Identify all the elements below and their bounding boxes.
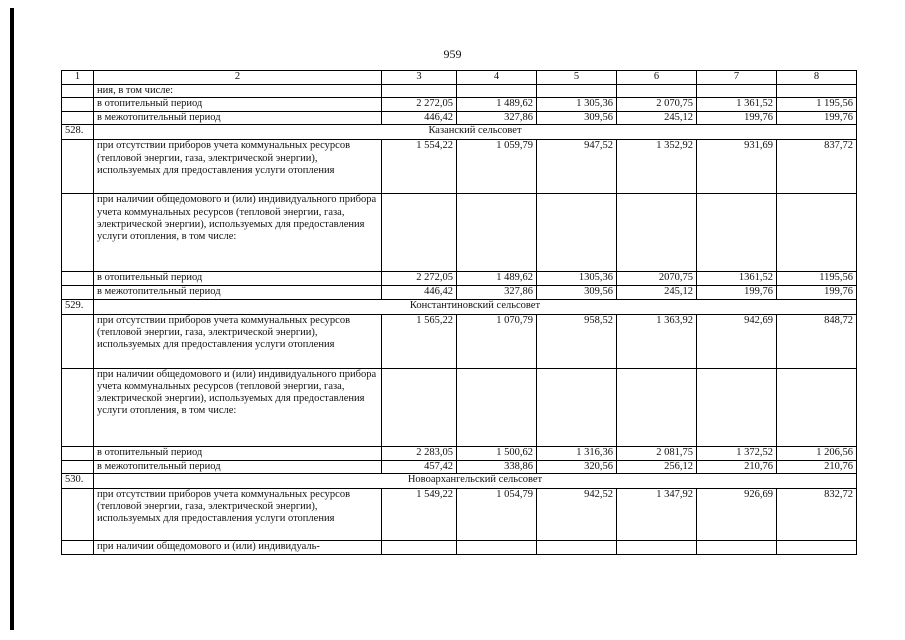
- row-number-cell: [62, 368, 94, 446]
- value-cell: 245,12: [617, 112, 697, 125]
- section-title: Казанский сельсовет: [94, 125, 857, 140]
- table-row: [62, 488, 857, 540]
- value-cell: 1 347,92: [617, 488, 697, 540]
- value-cell: [617, 540, 697, 554]
- tariff-table: [61, 70, 857, 555]
- value-cell: 1195,56: [777, 272, 857, 286]
- value-cell: 2 272,05: [382, 98, 457, 112]
- value-cell: 210,76: [777, 460, 857, 473]
- value-cell: 210,76: [697, 460, 777, 473]
- value-cell: [697, 540, 777, 554]
- table-row: [62, 272, 857, 286]
- row-number-cell: [62, 446, 94, 460]
- value-cell: 1305,36: [537, 272, 617, 286]
- value-cell: [457, 85, 537, 98]
- value-cell: 327,86: [457, 286, 537, 299]
- value-cell: [382, 540, 457, 554]
- value-cell: 320,56: [537, 460, 617, 473]
- value-cell: [537, 85, 617, 98]
- value-cell: 446,42: [382, 286, 457, 299]
- value-cell: 199,76: [697, 286, 777, 299]
- value-cell: 1 489,62: [457, 98, 537, 112]
- row-number-cell: [62, 314, 94, 368]
- value-cell: [382, 194, 457, 272]
- table-row: [62, 286, 857, 299]
- value-cell: 256,12: [617, 460, 697, 473]
- value-cell: 1 372,52: [697, 446, 777, 460]
- value-cell: 1 489,62: [457, 272, 537, 286]
- value-cell: 837,72: [777, 140, 857, 194]
- value-cell: 199,76: [697, 112, 777, 125]
- description-cell: при наличии общедомового и (или) индивидуального прибора учета коммунальных ресурсов (тепловой энергии, газа, электрической энергии), используемых для предоставления услуги отопления, в том числе:: [94, 194, 382, 272]
- description-cell: в межотопительный период: [94, 286, 382, 299]
- value-cell: 457,42: [382, 460, 457, 473]
- value-cell: [382, 85, 457, 98]
- value-cell: 1 316,36: [537, 446, 617, 460]
- section-title: Новоархангельский сельсовет: [94, 473, 857, 488]
- value-cell: 958,52: [537, 314, 617, 368]
- value-cell: 942,52: [537, 488, 617, 540]
- value-cell: [457, 194, 537, 272]
- table-header-row: [62, 71, 857, 85]
- value-cell: [697, 85, 777, 98]
- value-cell: [617, 194, 697, 272]
- table-row: [62, 446, 857, 460]
- description-cell: при отсутствии приборов учета коммунальных ресурсов (тепловой энергии, газа, электрической энергии), используемых для предоставления услуги отопления: [94, 140, 382, 194]
- value-cell: 2 081,75: [617, 446, 697, 460]
- row-number-cell: [62, 488, 94, 540]
- value-cell: [777, 194, 857, 272]
- section-number: 528.: [62, 125, 94, 140]
- description-cell: в отопительный период: [94, 446, 382, 460]
- page-number: 959: [443, 47, 462, 61]
- value-cell: 1 363,92: [617, 314, 697, 368]
- value-cell: [537, 194, 617, 272]
- value-cell: 1 305,36: [537, 98, 617, 112]
- description-cell: в отопительный период: [94, 98, 382, 112]
- table-row: [62, 540, 857, 554]
- description-cell: ния, в том числе:: [94, 85, 382, 98]
- value-cell: 931,69: [697, 140, 777, 194]
- description-cell: при отсутствии приборов учета коммунальных ресурсов (тепловой энергии, газа, электрической энергии), используемых для предоставления услуги отопления: [94, 314, 382, 368]
- value-cell: 1 054,79: [457, 488, 537, 540]
- row-number-cell: [62, 540, 94, 554]
- row-number-cell: [62, 194, 94, 272]
- value-cell: 2 272,05: [382, 272, 457, 286]
- column-header: 5: [537, 71, 617, 85]
- value-cell: 446,42: [382, 112, 457, 125]
- value-cell: 1 206,56: [777, 446, 857, 460]
- value-cell: 942,69: [697, 314, 777, 368]
- value-cell: 947,52: [537, 140, 617, 194]
- row-number-cell: [62, 140, 94, 194]
- value-cell: 309,56: [537, 286, 617, 299]
- value-cell: 832,72: [777, 488, 857, 540]
- value-cell: [537, 540, 617, 554]
- value-cell: [697, 368, 777, 446]
- column-header: 3: [382, 71, 457, 85]
- description-cell: в отопительный период: [94, 272, 382, 286]
- column-header: 1: [62, 71, 94, 85]
- column-header: 6: [617, 71, 697, 85]
- table-row: [62, 112, 857, 125]
- table-row: [62, 368, 857, 446]
- section-title: Константиновский сельсовет: [94, 299, 857, 314]
- row-number-cell: [62, 112, 94, 125]
- row-number-cell: [62, 85, 94, 98]
- value-cell: 309,56: [537, 112, 617, 125]
- description-cell: в межотопительный период: [94, 112, 382, 125]
- value-cell: [617, 85, 697, 98]
- value-cell: 2070,75: [617, 272, 697, 286]
- value-cell: 1 361,52: [697, 98, 777, 112]
- value-cell: 2 070,75: [617, 98, 697, 112]
- table-row: [62, 460, 857, 473]
- table-row: [62, 98, 857, 112]
- table-row: [62, 194, 857, 272]
- value-cell: 199,76: [777, 112, 857, 125]
- value-cell: 1 500,62: [457, 446, 537, 460]
- value-cell: 338,86: [457, 460, 537, 473]
- row-number-cell: [62, 286, 94, 299]
- value-cell: 1 565,22: [382, 314, 457, 368]
- column-header: 7: [697, 71, 777, 85]
- value-cell: 1 352,92: [617, 140, 697, 194]
- value-cell: [457, 368, 537, 446]
- description-cell: в межотопительный период: [94, 460, 382, 473]
- value-cell: 926,69: [697, 488, 777, 540]
- description-cell: при отсутствии приборов учета коммунальных ресурсов (тепловой энергии, газа, электрической энергии), используемых для предоставления услуги отопления: [94, 488, 382, 540]
- value-cell: 1361,52: [697, 272, 777, 286]
- value-cell: 199,76: [777, 286, 857, 299]
- value-cell: [617, 368, 697, 446]
- value-cell: [457, 540, 537, 554]
- section-row: [62, 473, 857, 488]
- row-number-cell: [62, 460, 94, 473]
- table-row: [62, 85, 857, 98]
- table-row: [62, 314, 857, 368]
- value-cell: [697, 194, 777, 272]
- value-cell: 1 549,22: [382, 488, 457, 540]
- value-cell: 1 059,79: [457, 140, 537, 194]
- section-number: 529.: [62, 299, 94, 314]
- value-cell: 1 554,22: [382, 140, 457, 194]
- value-cell: 1 070,79: [457, 314, 537, 368]
- value-cell: 327,86: [457, 112, 537, 125]
- scan-edge-bar: [10, 8, 14, 630]
- value-cell: [777, 540, 857, 554]
- column-header: 2: [94, 71, 382, 85]
- table-row: [62, 140, 857, 194]
- section-row: [62, 125, 857, 140]
- section-row: [62, 299, 857, 314]
- row-number-cell: [62, 98, 94, 112]
- value-cell: [777, 85, 857, 98]
- column-header: 8: [777, 71, 857, 85]
- value-cell: [777, 368, 857, 446]
- value-cell: [537, 368, 617, 446]
- value-cell: 245,12: [617, 286, 697, 299]
- description-cell: при наличии общедомового и (или) индивидуаль-: [94, 540, 382, 554]
- value-cell: 1 195,56: [777, 98, 857, 112]
- value-cell: 2 283,05: [382, 446, 457, 460]
- description-cell: при наличии общедомового и (или) индивидуального прибора учета коммунальных ресурсов (тепловой энергии, газа, электрической энергии), используемых для предоставления услуги отопления, в том числе:: [94, 368, 382, 446]
- column-header: 4: [457, 71, 537, 85]
- value-cell: [382, 368, 457, 446]
- section-number: 530.: [62, 473, 94, 488]
- value-cell: 848,72: [777, 314, 857, 368]
- row-number-cell: [62, 272, 94, 286]
